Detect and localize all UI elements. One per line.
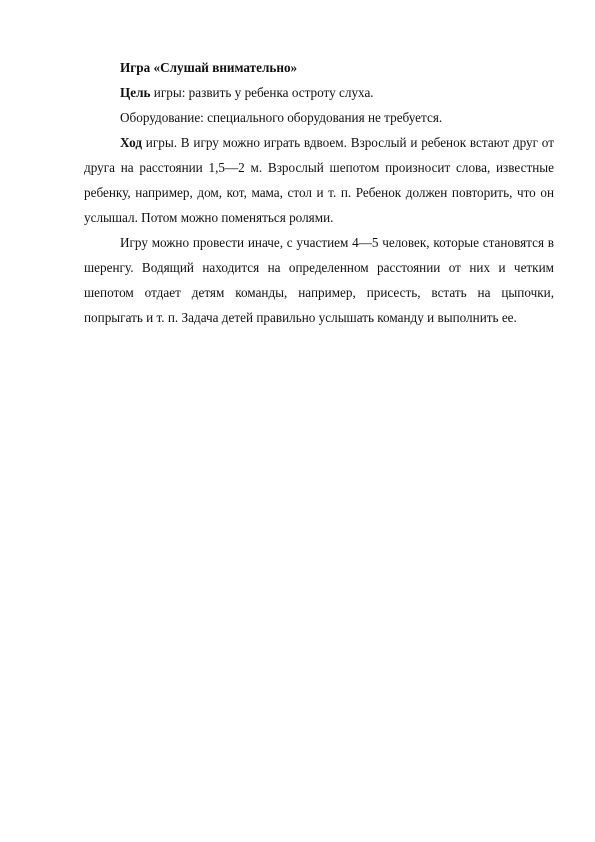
variant-paragraph: Игру можно провести иначе, с участием 4—5 человек, которые становятся в шеренгу. Водящий находится на определенном расстоянии от них и четким шепотом отдает детям команды, например, присесть, встать на цыпочки, попрыгать и т. п. Задача детей правильно услышать команду и выполнить ее. xyxy=(84,235,554,325)
goal-paragraph xyxy=(84,80,554,105)
course-text: игры. В игру можно играть вдвоем. Взрослый и ребенок встают друг от друга на расстоянии 1,5—2 м. Взрослый шепотом произносит слова, известные ребенку, например, дом, кот, мама, стол и т. п. Ребенок должен повторить, что он услышал. Потом можно поменяться ролями. xyxy=(84,135,554,225)
equipment-paragraph: Оборудование: специального оборудования не требуется. xyxy=(120,110,443,125)
course-paragraph xyxy=(84,130,554,230)
game-title-text: Игра «Слушай внимательно» xyxy=(120,60,298,75)
game-title xyxy=(84,55,554,80)
goal-text: игры: развить у ребенка остроту слуха. xyxy=(150,85,374,100)
course-label: Ход xyxy=(120,135,143,150)
document-body xyxy=(84,55,554,330)
goal-label: Цель xyxy=(120,85,151,100)
